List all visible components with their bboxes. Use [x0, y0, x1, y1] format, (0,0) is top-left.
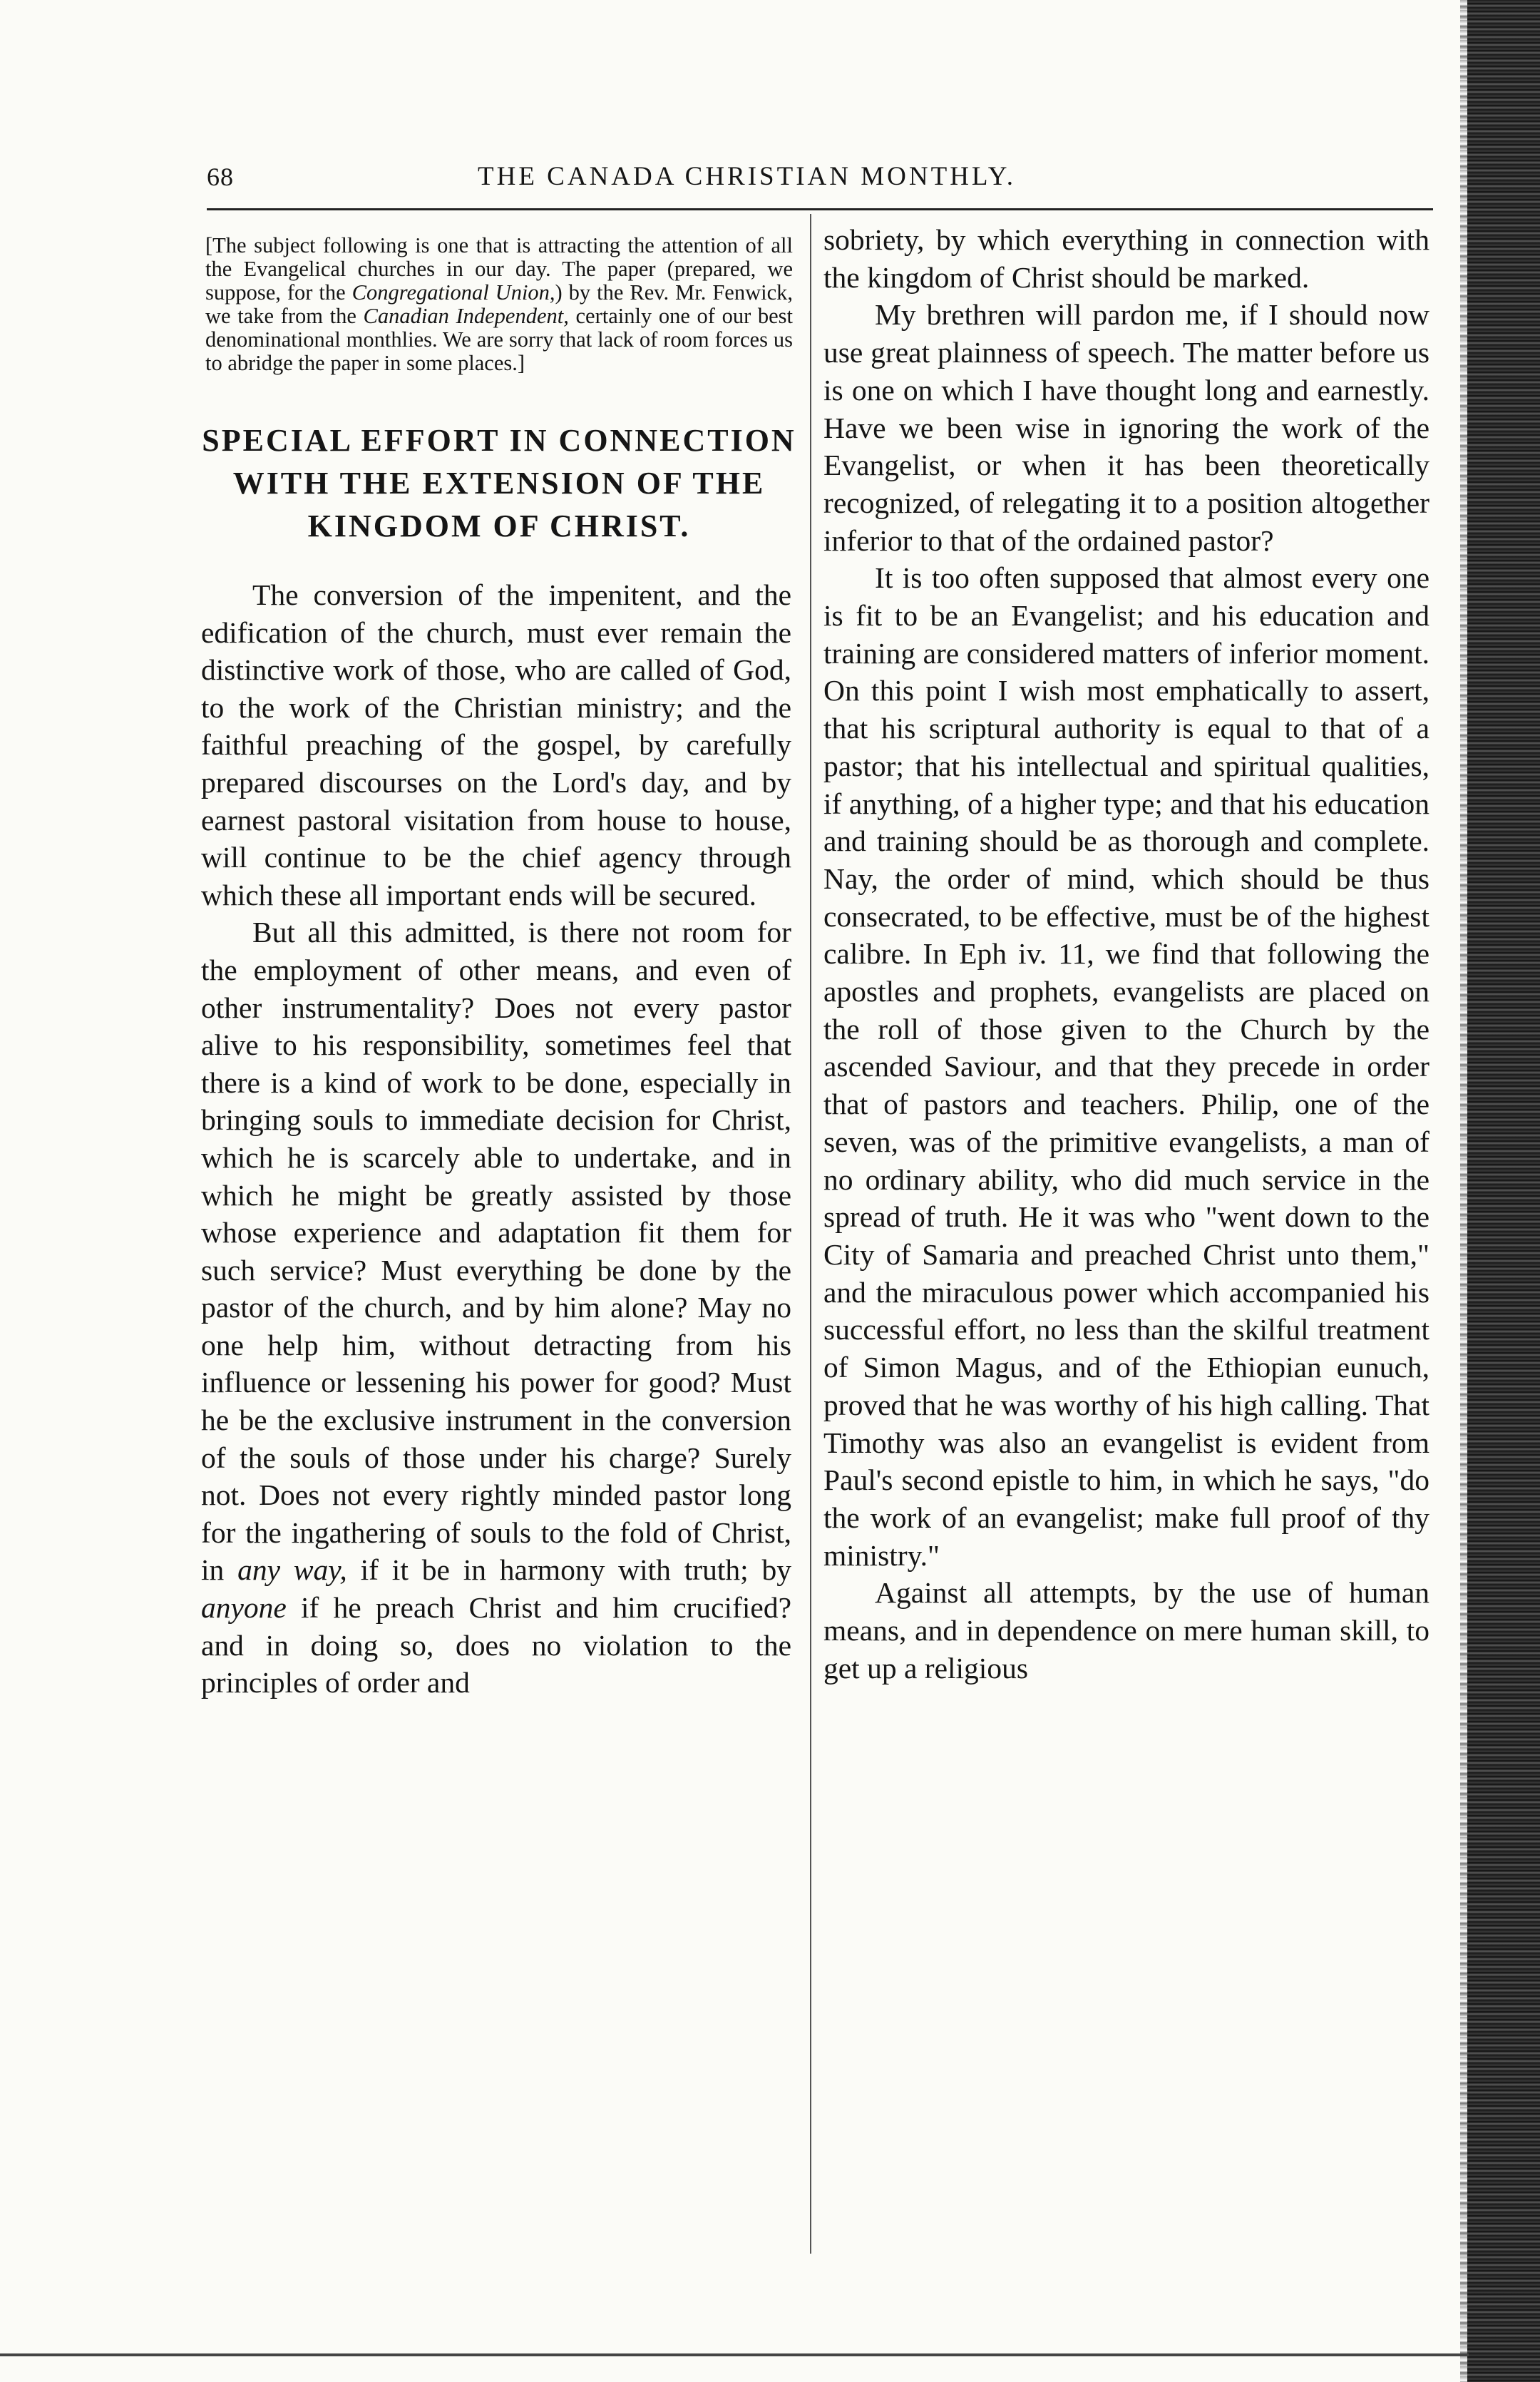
paragraph-italic: any way,: [237, 1553, 347, 1587]
header-rule: [207, 208, 1433, 210]
note-italic-title: Congregational Union,: [351, 280, 555, 305]
article-body-left: [192, 576, 806, 1702]
running-title: THE CANADA CHRISTIAN MONTHLY.: [478, 162, 1017, 191]
paragraph: It is too often supposed that almost every one is fit to be an Evangelist; and his education and training are considered matters of inferior moment. On this point I wish most emphatically to assert, that his scriptural authority is equal to that of a pastor; that his intellectual and spiritual qualities, if anything, of a higher type; and that his education and training should be as thorough and complete. Nay, the order of mind, which should be thus consecrated, to be effective, must be of the highest calibre. In Eph iv. 11, we find that following the apostles and prophets, evangelists are placed on the roll of those given to the Church by the ascended Saviour, and that they precede in order that of pastors and teachers. Philip, one of the seven, was of the primitive evangelists, a man of no ordinary ability, who did much service in the spread of truth. He it was who "went down to the City of Samaria and preached Christ unto them," and the miraculous power which accompanied his successful effort, no less than the skilful treatment of Simon Magus, and of the Ethiopian eunuch, proved that he was worthy of his high calling. That Timothy was also an evangelist is evident from Paul's second epistle to him, in which he says, "do the work of an evangelist; make full proof of thy ministry.": [823, 561, 1429, 1572]
paragraph: Against all attempts, by the use of human means, and in dependence on mere human skill, to get up a religious: [823, 1576, 1429, 1685]
bottom-edge-rule: [0, 2353, 1469, 2356]
article-heading: SPECIAL EFFORT IN CONNECTION WITH THE EXTENSION OF THE KINGDOM OF CHRIST.: [202, 423, 796, 543]
page-header: [207, 158, 1433, 201]
column-divider: [810, 214, 811, 2254]
paragraph-italic: anyone: [201, 1591, 287, 1625]
left-column: [192, 221, 806, 1702]
note-text: ) by the Rev. Mr. Fenwick, we take from the: [205, 280, 793, 328]
note-text: certainly one of our best denominational monthlies. We are sorry that lack of room forces us to abridge the paper in some places.]: [205, 304, 794, 375]
note-text: [The subject following is one that is attracting the attention of all the Evangelical churches in our day. The paper (prepared, we suppose, for the: [205, 233, 793, 305]
paragraph-text: if it be in harmony with truth; by: [346, 1553, 791, 1587]
paragraph-text: But all this admitted, is there not room for the employment of other means, and even of other instrumentality? Does not every pastor alive to his responsibility, sometimes feel that there is a kind of work to be done, especially in bringing souls to immediate decision for Christ, which he is scarcely able to undertake, and in which he might be greatly assisted by those whose experience and adaptation fit them for such service? Must everything be done by the pastor of the church, and by him alone? May no one help him, without detracting from his influence or lessening his power for good? Must he be the exclusive instrument in the conversion of the souls of those under his charge? Surely not. Does not every rightly minded pastor long for the ingathering of souls to the fold of Christ, in: [201, 916, 791, 1587]
article-body-right: [816, 221, 1429, 1687]
paragraph: My brethren will pardon me, if I should now use great plainness of speech. The matter before us is one on which I have thought long and earnestly. Have we been wise in ignoring the work of the Evangelist, or when it has been theoretically recognized, of relegating it to a position altogether inferior to that of the ordained pastor?: [823, 298, 1429, 557]
editorial-note: [205, 234, 806, 375]
paragraph: sobriety, by which everything in connection with the kingdom of Christ should be marked.: [823, 223, 1429, 294]
book-binding: [1467, 0, 1540, 2382]
paragraph-text: if he preach Christ and him crucified? and in doing so, does no violation to the principles of order and: [201, 1591, 791, 1699]
paragraph: [201, 914, 791, 1701]
page-number: 68: [207, 163, 234, 191]
paragraph: The conversion of the impenitent, and the edification of the church, must ever remain the distinctive work of those, who are called of God, to the work of the Christian ministry; and the faithful preaching of the gospel, by carefully prepared discourses on the Lord's day, and by earnest pastoral visitation from house to house, will continue to be the chief agency through which these all important ends will be secured.: [201, 578, 791, 911]
note-italic-title: Canadian Independent,: [363, 304, 569, 328]
right-column: [816, 221, 1429, 1687]
